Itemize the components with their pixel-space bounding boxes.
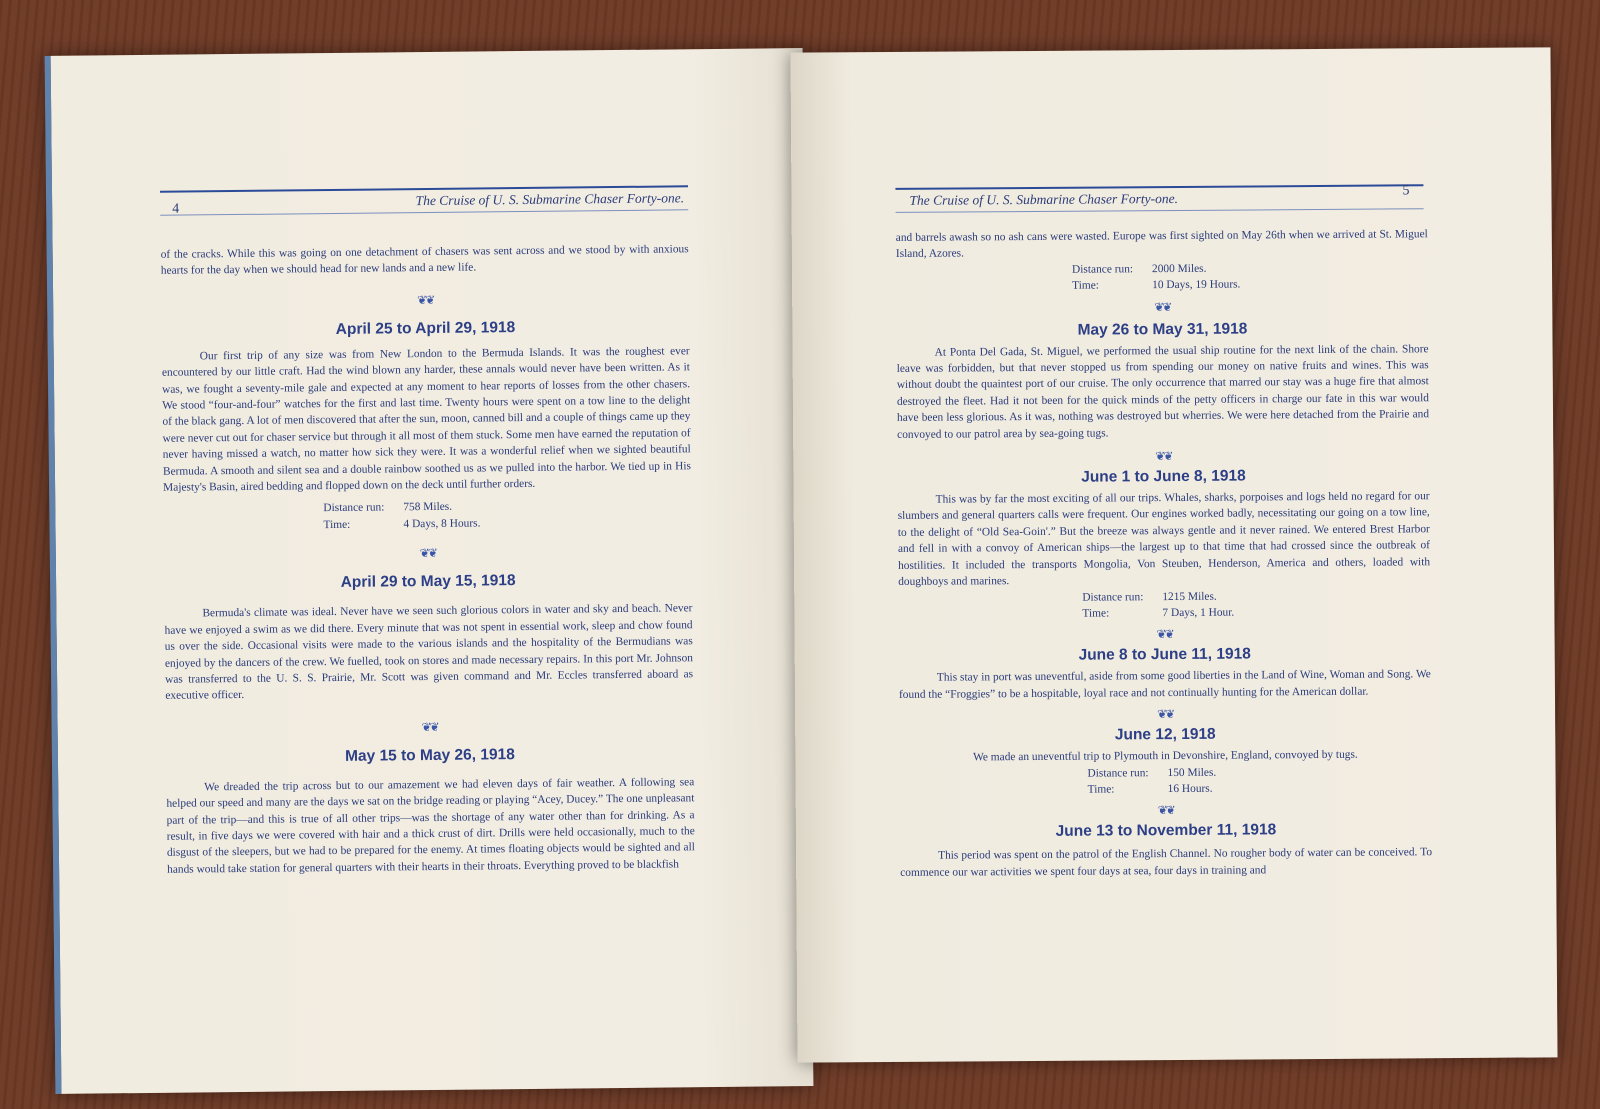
section-body: This was by far the most exciting of all our trips. Whales, sharks, porpoises and logs held no regard for our slumbers and general quarters calls were frequent. Our engines worked badly, necessitating our going on a tow line, to the delight of “Old Sea-Goin'.” But the breeze was always gentle and it never rained. We entered Brest Harbor and fell in with a convoy of American ships—the largest up to that time that had crossed since the outbreak of hostilities. It included the transports Mongolia, Von Steuben, Henderson, America and others, loaded with doughboys and marines. <box>897 490 1431 589</box>
section-heading: June 13 to November 11, 1918 <box>1055 821 1277 841</box>
section-heading: May 26 to May 31, 1918 <box>1077 320 1248 339</box>
right-page <box>790 47 1557 1062</box>
ornament-icon: ❦❦ <box>1157 707 1174 722</box>
section-heading: June 12, 1918 <box>1114 725 1216 744</box>
trip-stats <box>1087 763 1431 798</box>
ornament-icon: ❦❦ <box>419 546 436 561</box>
running-head-title: The Cruise of U. S. Submarine Chaser Forty-one. <box>415 190 685 209</box>
distance-label: Distance run: <box>323 501 385 515</box>
trip-stats <box>1072 259 1428 294</box>
time-label: Time: <box>1072 279 1099 292</box>
section-heading: June 8 to June 11, 1918 <box>1078 645 1251 664</box>
trip-stats <box>323 497 691 534</box>
running-head-title: The Cruise of U. S. Submarine Chaser Forty-one. <box>909 190 1179 208</box>
page-content <box>896 226 1433 881</box>
distance-value: 758 Miles. <box>403 501 453 514</box>
section-body: We dreaded the trip across but to our amazement we had eleven days of fair weather. A following sea helped our speed and many are the days we sat on the bridge reading or playing “Acey, Ducey.” The one unpleasant part of the trip—and this is true of all other trips—was the shortage of any water other than for drinking. As a result, in five days we were covered with hair and a thick crust of dirt. Drills were held occasionally, much to the disgust of the sleepers, but we had to be prepared for the enemy. At times floating objects would be sighted and all hands would take station for general quarters with their hearts in their throats. Everything proved to be blackfish <box>166 775 695 876</box>
section-body: We made an uneventful trip to Plymouth in Devonshire, England, convoyed by tugs. <box>973 748 1358 764</box>
time-value: 16 Hours. <box>1167 782 1213 795</box>
running-header <box>895 184 1423 213</box>
ornament-icon: ❦❦ <box>1155 449 1172 464</box>
section-heading: June 1 to June 8, 1918 <box>1081 467 1246 486</box>
time-label: Time: <box>1087 783 1115 796</box>
distance-label: Distance run: <box>1071 263 1134 276</box>
ornament-icon: ❦❦ <box>1156 627 1173 642</box>
distance-value: 150 Miles. <box>1167 766 1217 779</box>
section-body: At Ponta Del Gada, St. Miguel, we performed the usual ship routine for the next link of the chain. Shore leave was forbidden, but that never stopped us from spending our money on native fruits and wines. This was without doubt the quaintest port of our cruise. The only occurrence that marred our stay was a huge fire that almost destroyed the fleet. Had it not been for the quick minds of the petty officers in charge our fate in this war would have been less glorious. As it was, nothing was destroyed but wherries. We were here detached from the Prairie and convoyed to our patrol area by sea-going tugs. <box>896 342 1430 441</box>
section-body: This stay in port was uneventful, aside from some good liberties in the Land of Wine, Woman and Song. We found the “Froggies” to be a hospitable, loyal race and not continually hunting for the American dollar. <box>898 668 1431 701</box>
running-header <box>160 185 688 216</box>
time-label: Time: <box>323 518 351 531</box>
intro-paragraph: and barrels awash so no ash cans were wasted. Europe was first sighted on May 26th when we arrived at St. Miguel Island, Azores. <box>895 228 1428 261</box>
intro-paragraph: of the cracks. While this was going on one detachment of chasers was sent across and we stood by with anxious hearts for the day when we should head for new lands and a new life. <box>160 243 689 278</box>
time-value: 4 Days, 8 Hours. <box>403 517 481 531</box>
section-body: This period was spent on the patrol of the English Channel. No rougher body of water can be conceived. To commence our war activities we spent four days at sea, four days in training and <box>900 846 1433 879</box>
section-body: Our first trip of any size was from New London to the Bermuda Islands. It was the roughest ever encountered by our little craft. Had the wind blown any harder, these annals would never have been written. As it was, we fought a seventy-mile gale and expected at any moment to hear reports of losses from the other chasers. We stood “four-and-four” watches for the first and last time. Twenty hours were spent on a tow line to the delight of the black gang. A lot of men discovered that after the sun, moon, canned bill and a couple of things came up they were never cut out for chaser service but through it all most of them stuck. Some men have earned the reputation of never having missed a watch, no matter how sick they were. It was a wonderful relief when we sighted beautiful Bermuda. A smooth and silent sea and a double rainbow soothed us as we pulled into the harbor. We tied up in His Majesty's Basin, aired bedding and flopped down on the deck until further orders. <box>161 345 691 494</box>
section-heading: April 29 to May 15, 1918 <box>340 572 516 592</box>
distance-value: 2000 Miles. <box>1151 262 1207 275</box>
distance-value: 1215 Miles. <box>1162 590 1217 603</box>
section-heading: May 15 to May 26, 1918 <box>344 745 515 765</box>
ornament-icon: ❦❦ <box>1157 803 1174 818</box>
time-value: 10 Days, 19 Hours. <box>1152 278 1241 292</box>
page-number: 5 <box>1402 183 1410 199</box>
trip-stats <box>1082 587 1430 622</box>
time-label: Time: <box>1082 607 1110 620</box>
section-body: Bermuda's climate was ideal. Never have we seen such glorious colors in water and sky and beach. Never have we enjoyed a swim as we did there. Every minute that was not spent in essential work, sleep and chow found us over the side. Occasional visits were made to the various islands and the hospitality of the Bermudians was enjoyed by the dancers of the crew. We fuelled, took on stores and made necessary repairs. In this port Mr. Johnson was transferred to the U. S. S. Prairie, Mr. Scott was given command and Mr. Eccles transferred aboard as executive officer. <box>164 602 694 703</box>
distance-label: Distance run: <box>1082 590 1144 604</box>
ornament-icon: ❦❦ <box>421 719 438 734</box>
ornament-icon: ❦❦ <box>417 292 434 307</box>
time-value: 7 Days, 1 Hour. <box>1162 606 1235 619</box>
section-heading: April 25 to April 29, 1918 <box>335 318 516 338</box>
distance-label: Distance run: <box>1087 766 1149 780</box>
left-page <box>45 48 814 1094</box>
page-content <box>160 227 695 878</box>
ornament-icon: ❦❦ <box>1154 299 1171 314</box>
page-number: 4 <box>172 201 180 217</box>
